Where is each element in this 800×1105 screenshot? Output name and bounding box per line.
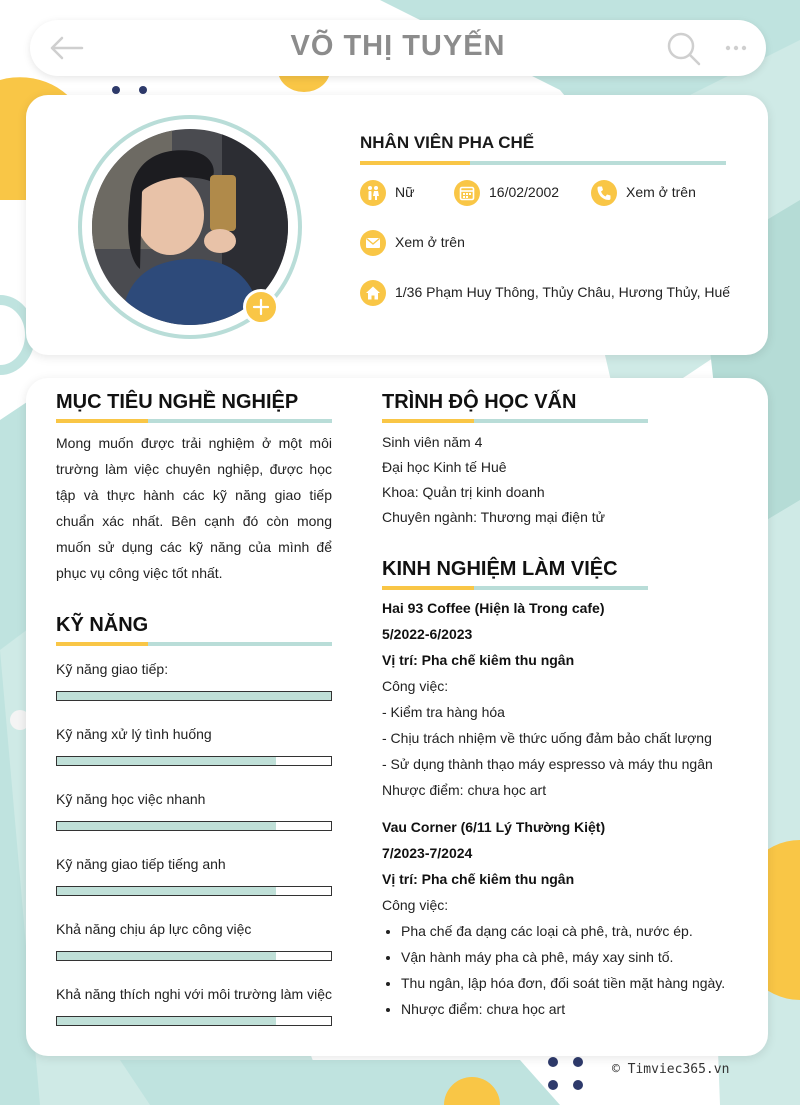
- skills-underline: [56, 642, 332, 646]
- phone-value: Xem ở trên: [626, 184, 696, 200]
- task-line: - Sử dụng thành thạo máy espresso và máy thu ngân: [382, 756, 713, 772]
- objective-text: Mong muốn được trải nghiệm ở một môi trường làm việc chuyên nghiệp, được học tập và thực hành các kỹ năng giao tiếp chuẩn xác nhất. Bên cạnh đó còn mong muốn sử dụng các kỹ năng của mình để phục vụ công việc tốt nhất.: [56, 435, 332, 581]
- more-dots-icon: [724, 38, 748, 58]
- company-name: Vau Corner (6/11 Lý Thường Kiệt): [382, 819, 606, 835]
- work-period: 5/2022-6/2023: [382, 626, 473, 642]
- resume-body-card: [26, 378, 768, 1056]
- experience-title: KINH NGHIỆM LÀM VIỆC: [382, 558, 618, 580]
- job-position: Vị trí: Pha chế kiêm thu ngân: [382, 871, 575, 887]
- candidate-name: VÕ THỊ TUYẾN: [290, 30, 506, 62]
- skill-bar: [56, 1016, 332, 1026]
- search-icon: [666, 31, 702, 67]
- company-name: Hai 93 Coffee (Hiện là Trong cafe): [382, 600, 605, 616]
- task-bullet: • Nhược điểm: chưa học art: [401, 996, 752, 1022]
- experience-underline: [382, 586, 648, 590]
- more-options-button[interactable]: [724, 38, 748, 58]
- education-underline: [382, 419, 648, 423]
- skill-fill: [57, 887, 276, 895]
- birthday-value: 16/02/2002: [489, 184, 560, 200]
- job-title: NHÂN VIÊN PHA CHẾ: [360, 133, 535, 152]
- job-position: Vị trí: Pha chế kiêm thu ngân: [382, 652, 575, 668]
- skill-bar: [56, 756, 332, 766]
- profile-card: [26, 95, 768, 355]
- birthday-info: [454, 180, 584, 206]
- skill-label: Kỹ năng xử lý tình huống: [56, 726, 212, 742]
- plus-icon: [252, 298, 270, 316]
- skill-label: Khả năng thích nghi với môi trường làm việc: [56, 986, 332, 1002]
- calendar-icon: [459, 185, 475, 201]
- skill-fill: [57, 822, 276, 830]
- skills-title: KỸ NĂNG: [56, 614, 149, 636]
- home-icon: [365, 285, 381, 301]
- task-bullet: • Thu ngân, lập hóa đơn, đối soát tiền mặt hàng ngày.: [401, 970, 752, 996]
- task-line: Nhược điểm: chưa học art: [382, 782, 547, 798]
- skill-label: Kỹ năng giao tiếp:: [56, 661, 169, 677]
- email-icon: [365, 235, 381, 251]
- objective-title: MỤC TIÊU NGHỀ NGHIỆP: [56, 391, 299, 413]
- education-line: Đại học Kinh tế Huê: [382, 459, 507, 475]
- skill-label: Kỹ năng học việc nhanh: [56, 791, 206, 807]
- task-line: - Kiểm tra hàng hóa: [382, 704, 505, 720]
- skill-bar: [56, 821, 332, 831]
- tasks-label: Công việc:: [382, 678, 449, 694]
- skill-fill: [57, 692, 331, 700]
- top-bar: [30, 20, 766, 76]
- skill-bar: [56, 951, 332, 961]
- education-line: Khoa: Quản trị kinh doanh: [382, 484, 545, 500]
- work-period: 7/2023-7/2024: [382, 845, 473, 861]
- address-value: 1/36 Phạm Huy Thông, Thủy Châu, Hương Thủy, Huế: [395, 284, 731, 300]
- skill-fill: [57, 757, 276, 765]
- skill-bar: [56, 886, 332, 896]
- email-info: [360, 230, 500, 256]
- skill-label: Khả năng chịu áp lực công việc: [56, 921, 252, 937]
- skill-fill: [57, 1017, 276, 1025]
- task-line: - Chịu trách nhiệm về thức uống đảm bảo chất lượng: [382, 730, 712, 746]
- education-line: Chuyên ngành: Thương mại điện tử: [382, 509, 606, 525]
- gender-value: Nữ: [395, 184, 415, 200]
- skill-bar: [56, 691, 332, 701]
- education-title: TRÌNH ĐỘ HỌC VẤN: [382, 391, 577, 413]
- address-info: [360, 280, 750, 306]
- search-button[interactable]: [666, 31, 702, 67]
- phone-info: [591, 180, 731, 206]
- task-bullet: • Pha chế đa dạng các loại cà phê, trà, nước ép.: [401, 918, 752, 944]
- gender-icon: [365, 185, 381, 201]
- job-title-underline: [360, 161, 726, 165]
- phone-icon: [596, 185, 612, 201]
- education-details: [382, 430, 605, 530]
- skill-fill: [57, 952, 276, 960]
- email-value: Xem ở trên: [395, 234, 465, 250]
- experience-item: [382, 814, 752, 1022]
- education-line: Sinh viên năm 4: [382, 434, 483, 450]
- gender-info: [360, 180, 450, 206]
- task-bullet: • Vận hành máy pha cà phê, máy xay sinh tố.: [401, 944, 752, 970]
- site-credit: © Timviec365.vn: [612, 1062, 730, 1077]
- task-list: [382, 918, 752, 1022]
- tasks-label: Công việc:: [382, 897, 449, 913]
- objective-underline: [56, 419, 332, 423]
- add-photo-button[interactable]: [243, 289, 279, 325]
- experience-item: [382, 595, 752, 803]
- skill-label: Kỹ năng giao tiếp tiếng anh: [56, 856, 226, 872]
